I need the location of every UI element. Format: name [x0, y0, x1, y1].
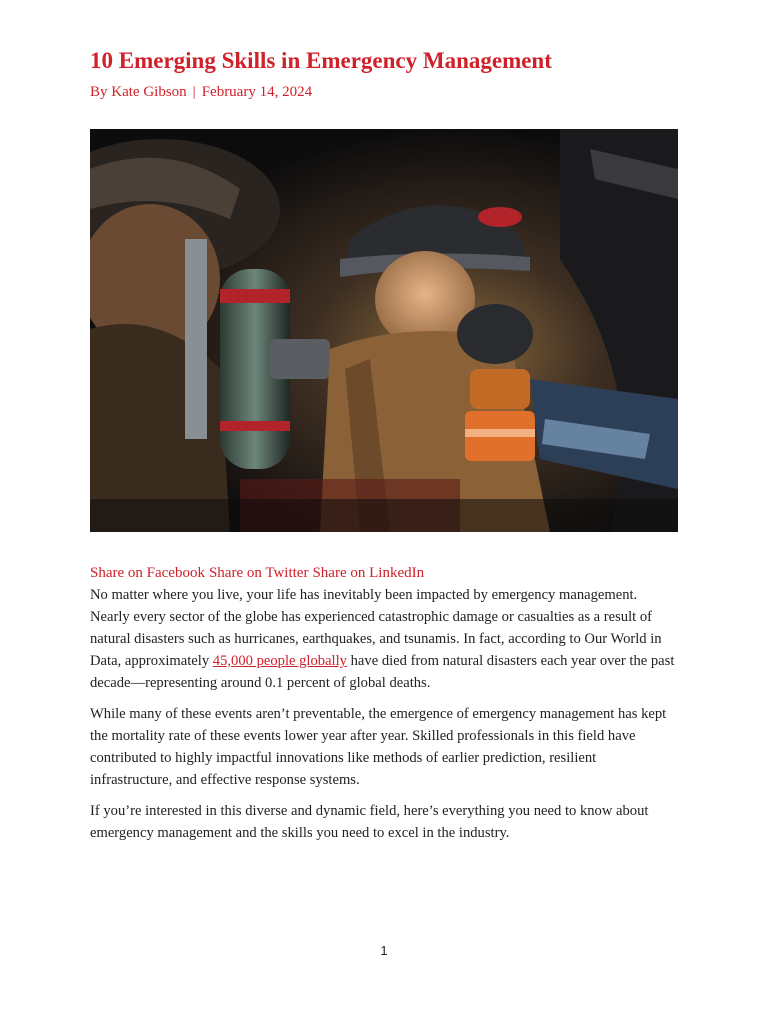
byline — [90, 82, 312, 102]
paragraph-1-text-start: No matter where you live, your life has inevitably been impacted by emergency management. Nearly every sector of the globe has experienced catastrophic damage or casualties as a result of natural disasters such as hurricanes, earthquakes, and tsunamis. In fact, according to Our World in Data, approximately — [90, 587, 662, 669]
publish-date: February 14, 2024 — [201, 84, 313, 100]
share-twitter-link[interactable]: Share on Twitter — [208, 565, 309, 581]
paragraph-1-text-end: have died from natural disasters each year over the past decade—representing around 0.1 percent of global deaths. — [90, 653, 675, 691]
byline-separator: | — [192, 84, 196, 100]
author-name: By Kate Gibson — [90, 84, 187, 100]
share-linkedin-link[interactable]: Share on LinkedIn — [312, 565, 425, 581]
article-body — [90, 584, 680, 853]
hero-image — [90, 129, 678, 532]
paragraph-1 — [90, 584, 680, 694]
page-number: 1 — [380, 943, 388, 958]
share-facebook-link[interactable]: Share on Facebook — [90, 565, 205, 581]
share-links — [90, 563, 428, 583]
statistic-link[interactable]: 45,000 people globally — [212, 653, 347, 669]
paragraph-2: While many of these events aren’t preventable, the emergence of emergency management has kept the mortality rate of these events lower year after year. Skilled professionals in this field have contributed to highly impactful innovations like methods of earlier prediction, resilient infrastructure, and effective response systems. — [90, 706, 667, 788]
article-title: 10 Emerging Skills in Emergency Management — [90, 48, 552, 73]
paragraph-3: If you’re interested in this diverse and dynamic field, here’s everything you need to know about emergency management and the skills you need to excel in the industry. — [90, 803, 649, 841]
